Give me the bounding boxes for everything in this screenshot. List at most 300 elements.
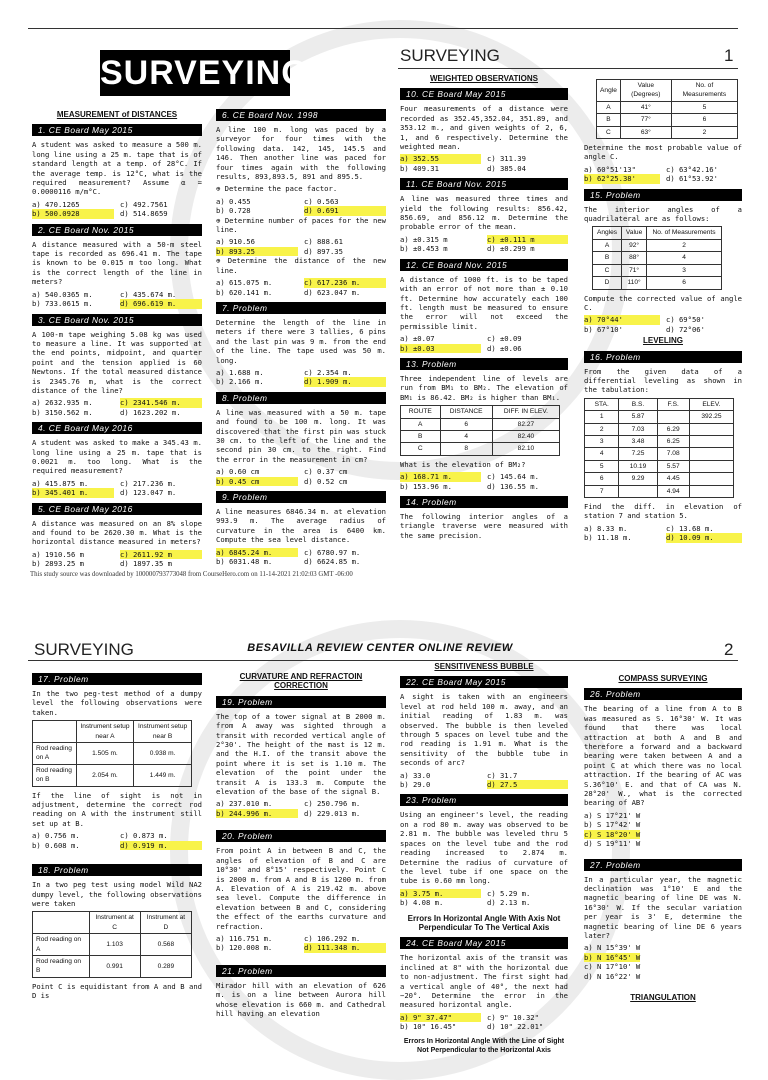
table-cell: 1.449 m. bbox=[134, 764, 192, 786]
table-cell: 110° bbox=[622, 277, 647, 289]
table-header: F.S. bbox=[657, 398, 689, 410]
option: d) 229.013 m. bbox=[304, 808, 361, 818]
question-text: The interior angles of a quadrilateral are as follows: bbox=[584, 204, 742, 224]
table-header: STA. bbox=[585, 398, 619, 410]
table-cell: 6.25 bbox=[657, 435, 689, 447]
table-cell: 6 bbox=[671, 114, 737, 126]
answer-options bbox=[32, 200, 202, 219]
option: b) S 17°42' W bbox=[584, 820, 641, 830]
question-text: Find the diff. in elevation of station 7 and station 5. bbox=[584, 502, 742, 521]
option: c) ±0.111 m bbox=[487, 235, 568, 244]
table-cell: 10.19 bbox=[619, 460, 657, 472]
option: c) 2341.546 m. bbox=[120, 398, 202, 407]
answer-options bbox=[584, 315, 742, 334]
table-cell: Rod reading on A bbox=[33, 743, 77, 765]
option: d) N 16°22' W bbox=[584, 971, 641, 981]
question-text: Compute the corrected value of angle C. bbox=[584, 293, 742, 312]
question-text: A student was asked to make a 345.43 m. long line using a 25 m. tape that is 0.0021 m. too long. What is the required measurement? bbox=[32, 438, 202, 476]
table-cell: 8 bbox=[440, 443, 492, 455]
table-header: ELEV. bbox=[689, 398, 733, 410]
table-row bbox=[593, 264, 722, 276]
section-heading: LEVELING bbox=[642, 336, 683, 346]
option: c) 145.64 m. bbox=[487, 472, 539, 482]
table-row bbox=[593, 239, 722, 251]
column-4 bbox=[584, 672, 742, 1005]
table-cell bbox=[689, 423, 733, 435]
question-text: A student was asked to measure a 500 m. long line using a 25 m. tape that is of standard length at a temp. of 28°C. If the average temp. is 12°C, what is the required measurement? Assume α = 0.0000116 m/m°C. bbox=[32, 140, 202, 197]
sub-heading: Errors In Horizontal Angle With the Line of Sight Not Perpendicular to the Horizontal Axis bbox=[403, 1037, 565, 1054]
table-cell: 1.103 bbox=[89, 934, 140, 956]
option: b) 620.141 m. bbox=[216, 287, 273, 297]
question-text: Four measurements of a distance were recorded as 352.45,352.04, 351.89, and 353.12 m., and given weights of 2, 6, 1, and 6 respectively. Determine the weighted mean. bbox=[400, 104, 568, 152]
table-cell: 7.03 bbox=[619, 423, 657, 435]
table-header: ROUTE bbox=[401, 406, 441, 418]
sub-question: ⊕ Determine the distance of the new line. bbox=[216, 256, 386, 275]
table-cell: 4 bbox=[440, 430, 492, 442]
option: a) 615.075 m. bbox=[216, 278, 273, 288]
table-cell bbox=[657, 411, 689, 423]
answer-options bbox=[216, 548, 386, 567]
option: a) 168.71 m. bbox=[400, 472, 481, 481]
option: b) 733.0615 m. bbox=[32, 299, 93, 309]
option: b) 120.008 m. bbox=[216, 943, 273, 953]
question-text: A distance measured with a 50-m steel tape is recorded as 696.41 m. The tape is known to be 0.015 m too long. What is the correct length of the line in meters? bbox=[32, 239, 202, 287]
question-text: From point A in between B and C, the angles of elevation of B and C are 10°30' and 8°15' respectively. Point C is 2000 m. from A and B is 1200 m. from A. Elevation of A is 219.42 m. above sea level. Compute the difference in elevation between B and C, considering the effect of the earths curvature and refraction. bbox=[216, 846, 386, 931]
table-row bbox=[585, 460, 734, 472]
option: c) 63°42.16' bbox=[666, 164, 718, 174]
question-header: 16. Problem bbox=[584, 351, 742, 363]
option: c) 435.674 m. bbox=[120, 289, 177, 299]
option: a) 9" 37.47" bbox=[400, 1013, 481, 1022]
table-cell: 7.08 bbox=[657, 448, 689, 460]
question-header: 12. CE Board Nov. 2015 bbox=[400, 259, 568, 271]
question-text: A line was measured with a 50 m. tape and found to be 100 m. long. It was discovered that the first pin was stuck 30 cm. to the left of the line and the second pin 30 cm. to the right. Find the error in the measurement in cm? bbox=[216, 407, 386, 464]
option: b) 893.25 bbox=[216, 247, 298, 256]
table-row bbox=[597, 126, 738, 138]
option: d) 0.691 bbox=[304, 206, 386, 215]
table-row bbox=[585, 448, 734, 460]
option: d) 897.35 bbox=[304, 246, 343, 256]
option: a) 470.1265 bbox=[32, 199, 80, 209]
question-text: A line was measured three times and yield the following results: 856.42, 856.69, and 856.12 m. Determine the probable error of the mean. bbox=[400, 194, 568, 232]
option: b) 153.96 m. bbox=[400, 481, 452, 491]
option: a) N 15°39' W bbox=[584, 943, 641, 953]
table-cell: 71° bbox=[622, 264, 647, 276]
answer-options bbox=[216, 237, 386, 256]
table-cell: C bbox=[593, 264, 622, 276]
section-heading: CURVATURE AND REFRACTOIN CORRECTION bbox=[239, 672, 363, 691]
table-cell: 4 bbox=[647, 252, 722, 264]
option: c) 311.39 bbox=[487, 154, 526, 164]
question-text: Using an engineer's level, the reading on a rod 80 m. away was observed to be 2.81 m. The bubble was leveled thru 5 spaces on the level tube and the rod reading increased to 2.874 m. Determine the radius of curvature of the level tube if one space on the tube is 0.60 mm long. bbox=[400, 810, 568, 886]
answer-options bbox=[400, 154, 568, 173]
option: b) 10" 16.45" bbox=[400, 1022, 457, 1032]
table-cell: 2 bbox=[647, 239, 722, 251]
option: a) 2632.935 m. bbox=[32, 398, 93, 408]
table-cell: 5.87 bbox=[619, 411, 657, 423]
table-header: Instrument at D bbox=[140, 912, 191, 934]
table-cell: C bbox=[401, 443, 441, 455]
table-cell: 0.289 bbox=[140, 955, 191, 977]
option: c) 0.873 m. bbox=[120, 831, 168, 841]
question-text: Determine the length of the line in meters if there were 3 tallies, 6 pins and the last pin was 9 m. from the end of the line. The tape used was 50 m. long. bbox=[216, 317, 386, 365]
table-cell: 392.25 bbox=[689, 411, 733, 423]
option: d) 2.13 m. bbox=[487, 898, 531, 908]
answer-options bbox=[32, 398, 202, 417]
question-header: 19. Problem bbox=[216, 696, 386, 708]
option: c) 5.29 m. bbox=[487, 888, 531, 898]
question-text: In a two peg test using model Wild NA2 dumpy level, the following observations were taken bbox=[32, 880, 202, 908]
table-header bbox=[33, 721, 77, 743]
option: b) 244.996 m. bbox=[216, 809, 298, 818]
option: d) 0.919 m. bbox=[120, 841, 202, 850]
option: b) 67°10' bbox=[584, 324, 623, 334]
question-text: Three independent line of levels are run from BM₁ to BM₂. The elevation of BM₁ is 86.42. BM₂ is higher than BM₁. bbox=[400, 373, 568, 402]
question-text: Determine the most probable value of angle C. bbox=[584, 143, 742, 162]
download-footer: This study source was downloaded by 100000793773048 from CourseHero.com on 11-14-2021 21:02:03 GMT -06:00 bbox=[30, 571, 353, 578]
angle-table bbox=[596, 79, 738, 139]
table-cell: 9.29 bbox=[619, 473, 657, 485]
answer-options bbox=[32, 290, 202, 309]
answer-options bbox=[216, 197, 386, 216]
option: d) 696.619 m. bbox=[120, 299, 202, 308]
option: c) 69°50' bbox=[666, 315, 705, 325]
option: b) ±0.03 bbox=[400, 344, 481, 353]
table-cell: 0.568 bbox=[140, 934, 191, 956]
question-text: What is the elevation of BM₂? bbox=[400, 459, 526, 469]
question-header: 4. CE Board May 2016 bbox=[32, 422, 202, 434]
question-header: 27. Problem bbox=[584, 859, 742, 871]
table-row bbox=[593, 277, 722, 289]
option: a) 0.455 bbox=[216, 196, 251, 206]
table-row bbox=[585, 435, 734, 447]
option: a) 0.756 m. bbox=[32, 831, 80, 841]
answer-options bbox=[584, 811, 742, 849]
table-header bbox=[33, 912, 90, 934]
table-cell: 92° bbox=[622, 239, 647, 251]
table-row bbox=[585, 485, 734, 497]
option: b) 500.0928 bbox=[32, 209, 114, 218]
table-cell: 5 bbox=[585, 460, 619, 472]
table-cell: 82.27 bbox=[492, 418, 559, 430]
table-row bbox=[593, 252, 722, 264]
table-cell: 3 bbox=[647, 264, 722, 276]
sub-question: ⊕ Determine the pace factor. bbox=[216, 184, 338, 194]
option: d) 514.8659 bbox=[120, 209, 168, 219]
table-row bbox=[585, 423, 734, 435]
option: c) 250.796 m. bbox=[304, 799, 361, 809]
section-heading: TRIANGULATION bbox=[630, 992, 696, 1002]
option: d) 10.09 m. bbox=[666, 533, 742, 542]
section-heading: MEASUREMENT of DISTANCES bbox=[56, 110, 178, 119]
question-header: 18. Problem bbox=[32, 864, 202, 876]
option: a) ±0.07 bbox=[400, 334, 435, 344]
question-text: If the line of sight is not in adjustment, determine the correct rod reading on A with the instrument still set up at B. bbox=[32, 790, 202, 828]
option: c) 0.37 cm bbox=[304, 467, 348, 477]
answer-options bbox=[584, 524, 742, 543]
option: d) ±0.299 m bbox=[487, 244, 535, 254]
option: a) 1.688 m. bbox=[216, 367, 264, 377]
option: d) 10" 22.01" bbox=[487, 1022, 544, 1032]
top-rule bbox=[28, 28, 738, 29]
option: b) 0.728 bbox=[216, 206, 251, 216]
page-number: 1 bbox=[724, 46, 734, 65]
answer-options bbox=[216, 799, 386, 818]
question-header: 8. Problem bbox=[216, 392, 386, 404]
option: c) 9" 10.32" bbox=[487, 1012, 539, 1022]
banner-title: SURVEYING bbox=[100, 50, 290, 96]
answer-options bbox=[400, 889, 568, 908]
option: a) 60°51'13" bbox=[584, 164, 636, 174]
question-header: 24. CE Board May 2015 bbox=[400, 937, 568, 949]
table-cell: C bbox=[597, 126, 621, 138]
question-header: 15. Problem bbox=[584, 189, 742, 201]
table-cell: 6 bbox=[440, 418, 492, 430]
table-header: Instrument setup near A bbox=[76, 721, 134, 743]
table-cell: 6 bbox=[647, 277, 722, 289]
table-cell: 1.505 m. bbox=[76, 743, 134, 765]
option: b) 2893.25 m bbox=[32, 559, 84, 569]
option: a) 8.33 m. bbox=[584, 523, 628, 533]
option: d) 1897.35 m bbox=[120, 559, 172, 569]
table-header: DISTANCE bbox=[440, 406, 492, 418]
question-header: 14. Problem bbox=[400, 496, 568, 508]
question-text: A 100-m tape weighing 5.08 kg was used to measure a line. It was supported at the end points, midpoint, and quarter point and the tension applied is 60 Newtons. If the total measured distance is 2345.76 m, what is the correct distance of the line? bbox=[32, 329, 202, 395]
question-header: 1. CE Board May 2015 bbox=[32, 124, 202, 136]
option: b) 0.608 m. bbox=[32, 840, 80, 850]
option: a) 116.751 m. bbox=[216, 933, 273, 943]
table-header: DIFF. IN ELEV. bbox=[492, 406, 559, 418]
question-header: 20. Problem bbox=[216, 830, 386, 842]
table-cell bbox=[689, 448, 733, 460]
table-cell: 4.94 bbox=[657, 485, 689, 497]
answer-options bbox=[32, 479, 202, 498]
data-table bbox=[400, 405, 560, 456]
option: d) 6624.85 m. bbox=[304, 557, 361, 567]
question-header: 9. Problem bbox=[216, 491, 386, 503]
table-cell: 41° bbox=[620, 101, 671, 113]
header-rule bbox=[28, 660, 738, 661]
section-heading: SENSITIVENESS BUBBLE bbox=[434, 662, 534, 671]
table-cell: 7.25 bbox=[619, 448, 657, 460]
option: a) S 17°21' W bbox=[584, 810, 641, 820]
answer-options bbox=[400, 771, 568, 790]
question-header: 5. CE Board May 2016 bbox=[32, 503, 202, 515]
option: a) 6845.24 m. bbox=[216, 548, 298, 557]
option: c) 6780.97 m. bbox=[304, 547, 361, 557]
option: a) 3.75 m. bbox=[400, 889, 481, 898]
table-cell: Rod reading on B bbox=[33, 955, 90, 977]
question-text: The horizontal axis of the transit was inclined at 8" with the horizontal due to non-adjustment. The first sight had a vertical angle of 40°, the next had −20°. Determine the error in the measured horizontal angle. bbox=[400, 953, 568, 1010]
table-cell: B bbox=[401, 430, 441, 442]
option: a) 70°44' bbox=[584, 315, 660, 324]
option: a) 910.56 bbox=[216, 237, 255, 247]
option: d) 111.348 m. bbox=[304, 943, 386, 952]
table-header: Angles bbox=[593, 227, 622, 239]
table-cell: 5.57 bbox=[657, 460, 689, 472]
table-cell: 6 bbox=[585, 473, 619, 485]
table-cell: 6.29 bbox=[657, 423, 689, 435]
table-cell: 82.40 bbox=[492, 430, 559, 442]
table-row bbox=[597, 114, 738, 126]
center-title: BESAVILLA REVIEW CENTER ONLINE REVIEW bbox=[247, 642, 513, 654]
table-cell: 3 bbox=[585, 435, 619, 447]
header-title: SURVEYING bbox=[400, 46, 500, 65]
section-heading: WEIGHTED OBSERVATIONS bbox=[429, 74, 538, 83]
question-header: 10. CE Board May 2015 bbox=[400, 88, 568, 100]
question-text: A sight is taken with an engineers level at rod held 100 m. away, and an initial reading of 1.83 m. was observed. The bubble is then leveled through 5 spaces on level tube and the rod reading is 1.91 m. What is the sensitivity of the bubble tube in seconds of arc? bbox=[400, 692, 568, 768]
table-row bbox=[401, 418, 560, 430]
option: c) ±0.09 bbox=[487, 334, 522, 344]
table-header: Instrument setup near B bbox=[134, 721, 192, 743]
answer-options bbox=[400, 1013, 568, 1032]
option: a) 33.0 bbox=[400, 770, 431, 780]
question-header: 7. Problem bbox=[216, 302, 386, 314]
angle-table bbox=[592, 226, 722, 289]
option: c) 2.354 m. bbox=[304, 367, 352, 377]
option: b) 6031.48 m. bbox=[216, 557, 273, 567]
question-text: Point C is equidistant from A and B and D is bbox=[32, 981, 202, 1001]
table-cell bbox=[619, 485, 657, 497]
answer-options bbox=[584, 943, 742, 981]
table-row bbox=[33, 955, 192, 977]
answer-options bbox=[400, 235, 568, 254]
option: b) 345.401 m. bbox=[32, 488, 114, 497]
option: c) 617.236 m. bbox=[304, 278, 386, 287]
option: a) 352.55 bbox=[400, 154, 481, 163]
option: d) ±0.06 bbox=[487, 343, 522, 353]
option: b) 62°25.38' bbox=[584, 174, 660, 183]
option: b) 11.18 m. bbox=[584, 533, 632, 543]
question-header: 2. CE Board Nov. 2015 bbox=[32, 224, 202, 236]
question-text: A distance was measured on an 8% slope and found to be 2620.30 m. What is the horizontal distance measured in meters? bbox=[32, 518, 202, 547]
option: c) 217.236 m. bbox=[120, 478, 177, 488]
section-heading: COMPASS SURVEYING bbox=[618, 674, 708, 683]
option: c) 13.68 m. bbox=[666, 523, 714, 533]
option: d) 61°53.92' bbox=[666, 174, 718, 184]
option: d) 1.909 m. bbox=[304, 377, 386, 386]
table-row bbox=[597, 101, 738, 113]
table-row bbox=[401, 430, 560, 442]
option: a) 237.010 m. bbox=[216, 799, 273, 809]
option: b) 409.31 bbox=[400, 163, 439, 173]
table-row bbox=[33, 934, 192, 956]
table-cell: Rod reading on B bbox=[33, 764, 77, 786]
table-cell: 5 bbox=[671, 101, 737, 113]
table-cell: Rod reading on A bbox=[33, 934, 90, 956]
option: c) 492.7561 bbox=[120, 199, 168, 209]
column-1 bbox=[32, 668, 202, 1004]
sub-heading: Errors In Horizontal Angle With Axis Not Perpendicular To The Vertical Axis bbox=[407, 913, 561, 932]
page-2 bbox=[0, 610, 768, 1054]
option: a) 0.60 cm bbox=[216, 467, 260, 477]
table-cell: B bbox=[597, 114, 621, 126]
answer-options bbox=[584, 165, 742, 184]
table-cell bbox=[689, 485, 733, 497]
question-header: 11. CE Board Nov. 2015 bbox=[400, 178, 568, 190]
table-header: Value bbox=[622, 227, 647, 239]
question-text: The bearing of a line from A to B was measured as S. 16°30' W. It was found that there was local attraction at both A and B and therefore a forward and a backward bearing were taken between A and a point C at which there was no local attraction. If the bearing of AC was S.36°10' E. and that of CA was N. 28°20' W., what is the corrected bearing of AB? bbox=[584, 704, 742, 808]
table-row bbox=[585, 473, 734, 485]
option: c) N 17°10' W bbox=[584, 962, 641, 972]
header-rule bbox=[398, 68, 738, 69]
option: d) S 19°11' W bbox=[584, 839, 641, 849]
table-cell: 2 bbox=[585, 423, 619, 435]
table-cell: A bbox=[401, 418, 441, 430]
answer-options bbox=[32, 550, 202, 569]
table-cell: 82.10 bbox=[492, 443, 559, 455]
option: d) 623.047 m. bbox=[304, 287, 361, 297]
question-text: A line 100 m. long was paced by a surveyor for four times with the following data. 142, 145, 145.5 and 146. Then another line was paced for four times again with the following results, 893,893.5, 891 and 895.5. bbox=[216, 125, 386, 182]
question-header: 3. CE Board Nov. 2015 bbox=[32, 314, 202, 326]
option: b) 0.45 cm bbox=[216, 477, 298, 486]
header-title: SURVEYING bbox=[34, 640, 134, 659]
table-cell: 88° bbox=[622, 252, 647, 264]
table-cell: 63° bbox=[620, 126, 671, 138]
table-cell: 77° bbox=[620, 114, 671, 126]
option: a) 540.0365 m. bbox=[32, 289, 93, 299]
table-cell bbox=[689, 460, 733, 472]
column-3 bbox=[400, 660, 568, 1058]
table-row bbox=[585, 411, 734, 423]
question-text: Mirador hill with an elevation of 626 m. is on a line between Aurora hill whose elevation is 660 m. and Cathedral hill having an elevation bbox=[216, 980, 386, 1018]
option: b) 29.0 bbox=[400, 780, 431, 790]
table-cell bbox=[689, 435, 733, 447]
table-header: B.S. bbox=[619, 398, 657, 410]
option: b) 3150.562 m. bbox=[32, 407, 93, 417]
option: b) 4.08 m. bbox=[400, 898, 444, 908]
peg-test-table bbox=[32, 720, 192, 786]
table-cell: D bbox=[593, 277, 622, 289]
option: a) ±0.315 m bbox=[400, 234, 448, 244]
option: c) 106.292 m. bbox=[304, 933, 361, 943]
question-header: 21. Problem bbox=[216, 965, 386, 977]
table-header: No. of Measurements bbox=[647, 227, 722, 239]
column-2 bbox=[216, 104, 386, 566]
table-cell: 1 bbox=[585, 411, 619, 423]
question-text: A line measures 6846.34 m. at elevation 993.9 m. The average radius of curvature in the area is 6400 km. Compute the sea level distance. bbox=[216, 507, 386, 545]
column-1 bbox=[32, 108, 202, 569]
option: d) 27.5 bbox=[487, 780, 568, 789]
table-header: Angle bbox=[597, 80, 621, 102]
question-header: 17. Problem bbox=[32, 673, 202, 685]
option: c) 2611.92 m bbox=[120, 550, 202, 559]
option: a) 415.875 m. bbox=[32, 478, 89, 488]
option: d) 136.55 m. bbox=[487, 481, 539, 491]
option: d) 385.04 bbox=[487, 163, 526, 173]
option: d) 123.047 m. bbox=[120, 488, 177, 498]
question-text: From the given data of a differential leveling as shown in the tabulation: bbox=[584, 366, 742, 395]
table-cell: 0.991 bbox=[89, 955, 140, 977]
table-cell: 4.45 bbox=[657, 473, 689, 485]
peg-test-table bbox=[32, 911, 192, 977]
sub-question: ⊕ Determine number of paces for the new line. bbox=[216, 215, 386, 235]
option: c) 31.7 bbox=[487, 770, 518, 780]
question-text: A distance of 1000 ft. is to be taped with an error of not more than ± 0.10 ft. Determine how accurately each 100 ft. length must be measured to ensure the error will not exceed the permissible limit. bbox=[400, 274, 568, 331]
table-cell: A bbox=[597, 101, 621, 113]
table-cell: 7 bbox=[585, 485, 619, 497]
column-2 bbox=[216, 670, 386, 1021]
answer-options bbox=[32, 831, 202, 850]
table-cell: 0.938 m. bbox=[134, 743, 192, 765]
table-header: No. of Measurements bbox=[671, 80, 737, 102]
option: b) ±0.453 m bbox=[400, 244, 448, 254]
table-cell: B bbox=[593, 252, 622, 264]
question-header: 22. CE Board May 2015 bbox=[400, 676, 568, 688]
answer-options bbox=[216, 467, 386, 486]
table-cell bbox=[689, 473, 733, 485]
answer-options bbox=[400, 334, 568, 353]
